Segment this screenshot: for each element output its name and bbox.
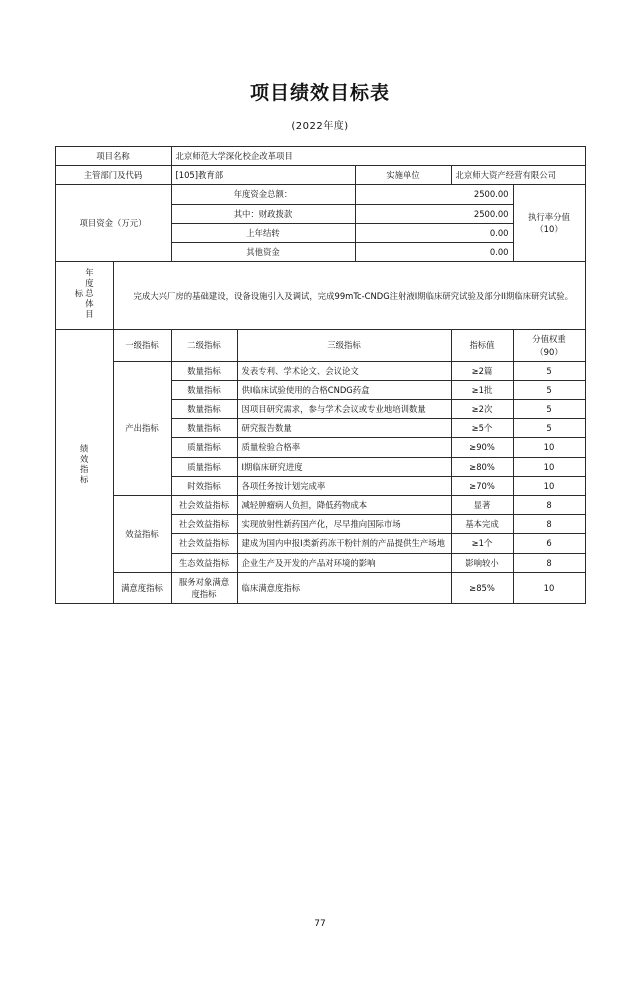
cell-weight: 5 — [513, 419, 585, 438]
cell-value: 基本完成 — [451, 515, 513, 534]
cell-level3: 各项任务按计划完成率 — [237, 476, 451, 495]
cell-level2: 生态效益指标 — [171, 553, 237, 572]
indicator-section-label — [55, 330, 113, 604]
cell-level2: 社会效益指标 — [171, 515, 237, 534]
cell-value: ≥1批 — [451, 380, 513, 399]
cell-level2: 质量指标 — [171, 457, 237, 476]
group-level1-label: 效益指标 — [113, 496, 171, 573]
cell-value: ≥1个 — [451, 534, 513, 553]
page-number: 77 — [314, 919, 326, 929]
cell-weight: 10 — [513, 476, 585, 495]
cell-level3: 发表专利、学术论文、会议论文 — [237, 361, 451, 380]
cell-weight: 6 — [513, 534, 585, 553]
group-level1-label: 满意度指标 — [113, 572, 171, 603]
cell-level3: 临床满意度指标 — [237, 572, 451, 603]
funds-row-value: 2500.00 — [355, 204, 513, 223]
cell-weight: 5 — [513, 361, 585, 380]
exec-rate-label — [513, 185, 585, 262]
cell-value: ≥70% — [451, 476, 513, 495]
cell-level3: 减轻肿瘤病人负担，降低药物成本 — [237, 496, 451, 515]
cell-level3: 质量检验合格率 — [237, 438, 451, 457]
table-row-dept-unit — [55, 166, 585, 185]
annual-goal-label-text: 年度总体目标 — [74, 268, 95, 321]
implement-unit-value: 北京师大资产经营有限公司 — [451, 166, 585, 185]
cell-level2: 社会效益指标 — [171, 534, 237, 553]
cell-weight: 10 — [513, 457, 585, 476]
implement-unit-label: 实施单位 — [355, 166, 451, 185]
funds-row-value: 0.00 — [355, 242, 513, 261]
document-page — [0, 78, 640, 983]
cell-value: ≥90% — [451, 438, 513, 457]
dept-code-label: 主管部门及代码 — [55, 166, 171, 185]
cell-level3: 供I临床试验使用的合格CNDG药盒 — [237, 380, 451, 399]
cell-level3: 因项目研究需求，参与学术会议或专业地培训数量 — [237, 400, 451, 419]
cell-value: ≥80% — [451, 457, 513, 476]
table-row-funds-total — [55, 185, 585, 204]
cell-level2: 社会效益指标 — [171, 496, 237, 515]
cell-value: ≥2次 — [451, 400, 513, 419]
table-row-project-name — [55, 147, 585, 166]
cell-weight: 8 — [513, 496, 585, 515]
table-row — [55, 496, 585, 515]
header-weight-line1: 分值权重 — [532, 334, 566, 345]
cell-level3: I期临床研究进度 — [237, 457, 451, 476]
cell-value: 影响较小 — [451, 553, 513, 572]
funds-row-name: 年度资金总额： — [171, 185, 355, 204]
cell-level3: 建成为国内申报I类新药冻干粉针剂的产品提供生产场地 — [237, 534, 451, 553]
cell-weight: 5 — [513, 400, 585, 419]
cell-level2: 服务对象满意度指标 — [171, 572, 237, 603]
cell-level2: 数量指标 — [171, 419, 237, 438]
table-row — [55, 572, 585, 603]
cell-value: 显著 — [451, 496, 513, 515]
table-row-annual-goal — [55, 262, 585, 330]
table-row — [55, 361, 585, 380]
header-value: 指标值 — [451, 330, 513, 361]
funds-row-name: 其中：财政拨款 — [171, 204, 355, 223]
cell-level3: 企业生产及开发的产品对环境的影响 — [237, 553, 451, 572]
cell-weight: 10 — [513, 438, 585, 457]
group-level1-label: 产出指标 — [113, 361, 171, 495]
header-level1: 一级指标 — [113, 330, 171, 361]
cell-level2: 时效指标 — [171, 476, 237, 495]
indicator-section-label-text: 绩效指标 — [79, 444, 90, 486]
project-name-value: 北京师范大学深化校企改革项目 — [171, 147, 585, 166]
cell-weight: 10 — [513, 572, 585, 603]
cell-level2: 数量指标 — [171, 361, 237, 380]
funds-row-value: 2500.00 — [355, 185, 513, 204]
exec-rate-label-line2: （10） — [535, 224, 563, 235]
header-level2: 二级指标 — [171, 330, 237, 361]
funds-row-name: 其他资金 — [171, 242, 355, 261]
header-weight-line2: （90） — [535, 346, 563, 357]
funds-row-name: 上年结转 — [171, 223, 355, 242]
funds-row-value: 0.00 — [355, 223, 513, 242]
funds-label: 项目资金（万元） — [55, 185, 171, 262]
page-subtitle: (2022年度) — [291, 121, 349, 132]
annual-goal-label — [55, 262, 113, 330]
header-level3: 三级指标 — [237, 330, 451, 361]
cell-weight: 8 — [513, 553, 585, 572]
dept-code-value: [105]教育部 — [171, 166, 355, 185]
cell-value: ≥2篇 — [451, 361, 513, 380]
cell-level3: 实现放射性新药国产化，尽早推向国际市场 — [237, 515, 451, 534]
cell-level2: 质量指标 — [171, 438, 237, 457]
cell-weight: 5 — [513, 380, 585, 399]
page-title: 项目绩效目标表 — [249, 82, 390, 104]
exec-rate-label-line1: 执行率分值 — [528, 212, 570, 223]
cell-value: ≥5个 — [451, 419, 513, 438]
project-name-label: 项目名称 — [55, 147, 171, 166]
performance-goal-table — [55, 146, 586, 604]
cell-weight: 8 — [513, 515, 585, 534]
cell-level2: 数量指标 — [171, 380, 237, 399]
annual-goal-text: 完成大兴厂房的基础建设，设备设施引入及调试，完成99mTc-CNDG注射液I期临床研究试验及部分II期临床研究试验。 — [113, 262, 585, 330]
cell-value: ≥85% — [451, 572, 513, 603]
header-weight — [513, 330, 585, 361]
table-row-indicator-header — [55, 330, 585, 361]
cell-level2: 数量指标 — [171, 400, 237, 419]
cell-level3: 研究报告数量 — [237, 419, 451, 438]
